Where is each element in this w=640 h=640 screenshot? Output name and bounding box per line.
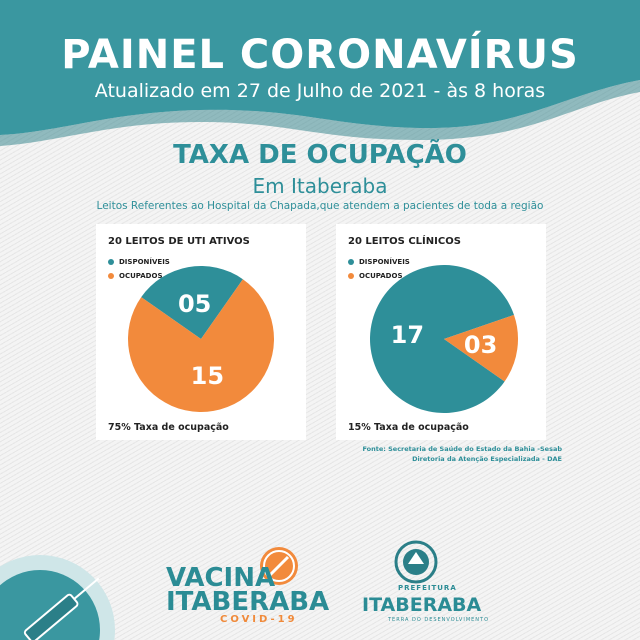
- page-title: PAINEL CORONAVÍRUS: [61, 32, 579, 78]
- chart-title: 20 LEITOS CLÍNICOS: [348, 236, 461, 247]
- source-line: Fonte: Secretaria de Saúde do Estado da Bahia -Sesab: [362, 445, 562, 453]
- prefeitura-label: PREFEITURA: [398, 584, 457, 592]
- legend-label: DISPONÍVEIS: [359, 258, 410, 266]
- legend-label: DISPONÍVEIS: [119, 258, 170, 266]
- slice-value-label: 15: [190, 361, 225, 390]
- uti-chart-card: [96, 224, 306, 440]
- section-subtitle: Em Itaberaba: [252, 174, 388, 198]
- covid-label: COVID-19: [220, 614, 298, 625]
- slice-value-label: 03: [463, 331, 498, 360]
- source-line: Diretoria da Atenção Especializada - DAE: [412, 455, 562, 463]
- source-note: [362, 444, 562, 464]
- vacina-word: VACINA: [166, 563, 276, 593]
- chart-caption: 75% Taxa de ocupação: [108, 422, 229, 433]
- clinicos-chart-card: [336, 224, 546, 440]
- legend-label: OCUPADOS: [119, 272, 163, 280]
- slice-value-label: 05: [177, 290, 212, 319]
- itaberaba-word: ITABERABA: [166, 587, 330, 617]
- prefeitura-tagline: TERRA DO DESENVOLVIMENTO: [388, 617, 490, 623]
- uti-pie-chart: [96, 224, 306, 440]
- vacina-logo-text: [166, 563, 330, 617]
- prefeitura-name: ITABERABA: [362, 594, 482, 616]
- chart-caption: 15% Taxa de ocupação: [348, 422, 469, 433]
- section-note: Leitos Referentes ao Hospital da Chapada,que atendem a pacientes de toda a região: [96, 200, 544, 212]
- clinicos-pie-chart: [336, 224, 546, 440]
- syringe-decoration-icon: [0, 520, 130, 640]
- page-subtitle: Atualizado em 27 de Julho de 2021 - às 8 horas: [94, 80, 546, 102]
- legend-label: OCUPADOS: [359, 272, 403, 280]
- prefeitura-seal-icon: [392, 540, 440, 584]
- section-title: TAXA DE OCUPAÇÃO: [173, 140, 467, 170]
- slice-value-label: 17: [390, 320, 425, 349]
- chart-title: 20 LEITOS DE UTI ATIVOS: [108, 236, 250, 247]
